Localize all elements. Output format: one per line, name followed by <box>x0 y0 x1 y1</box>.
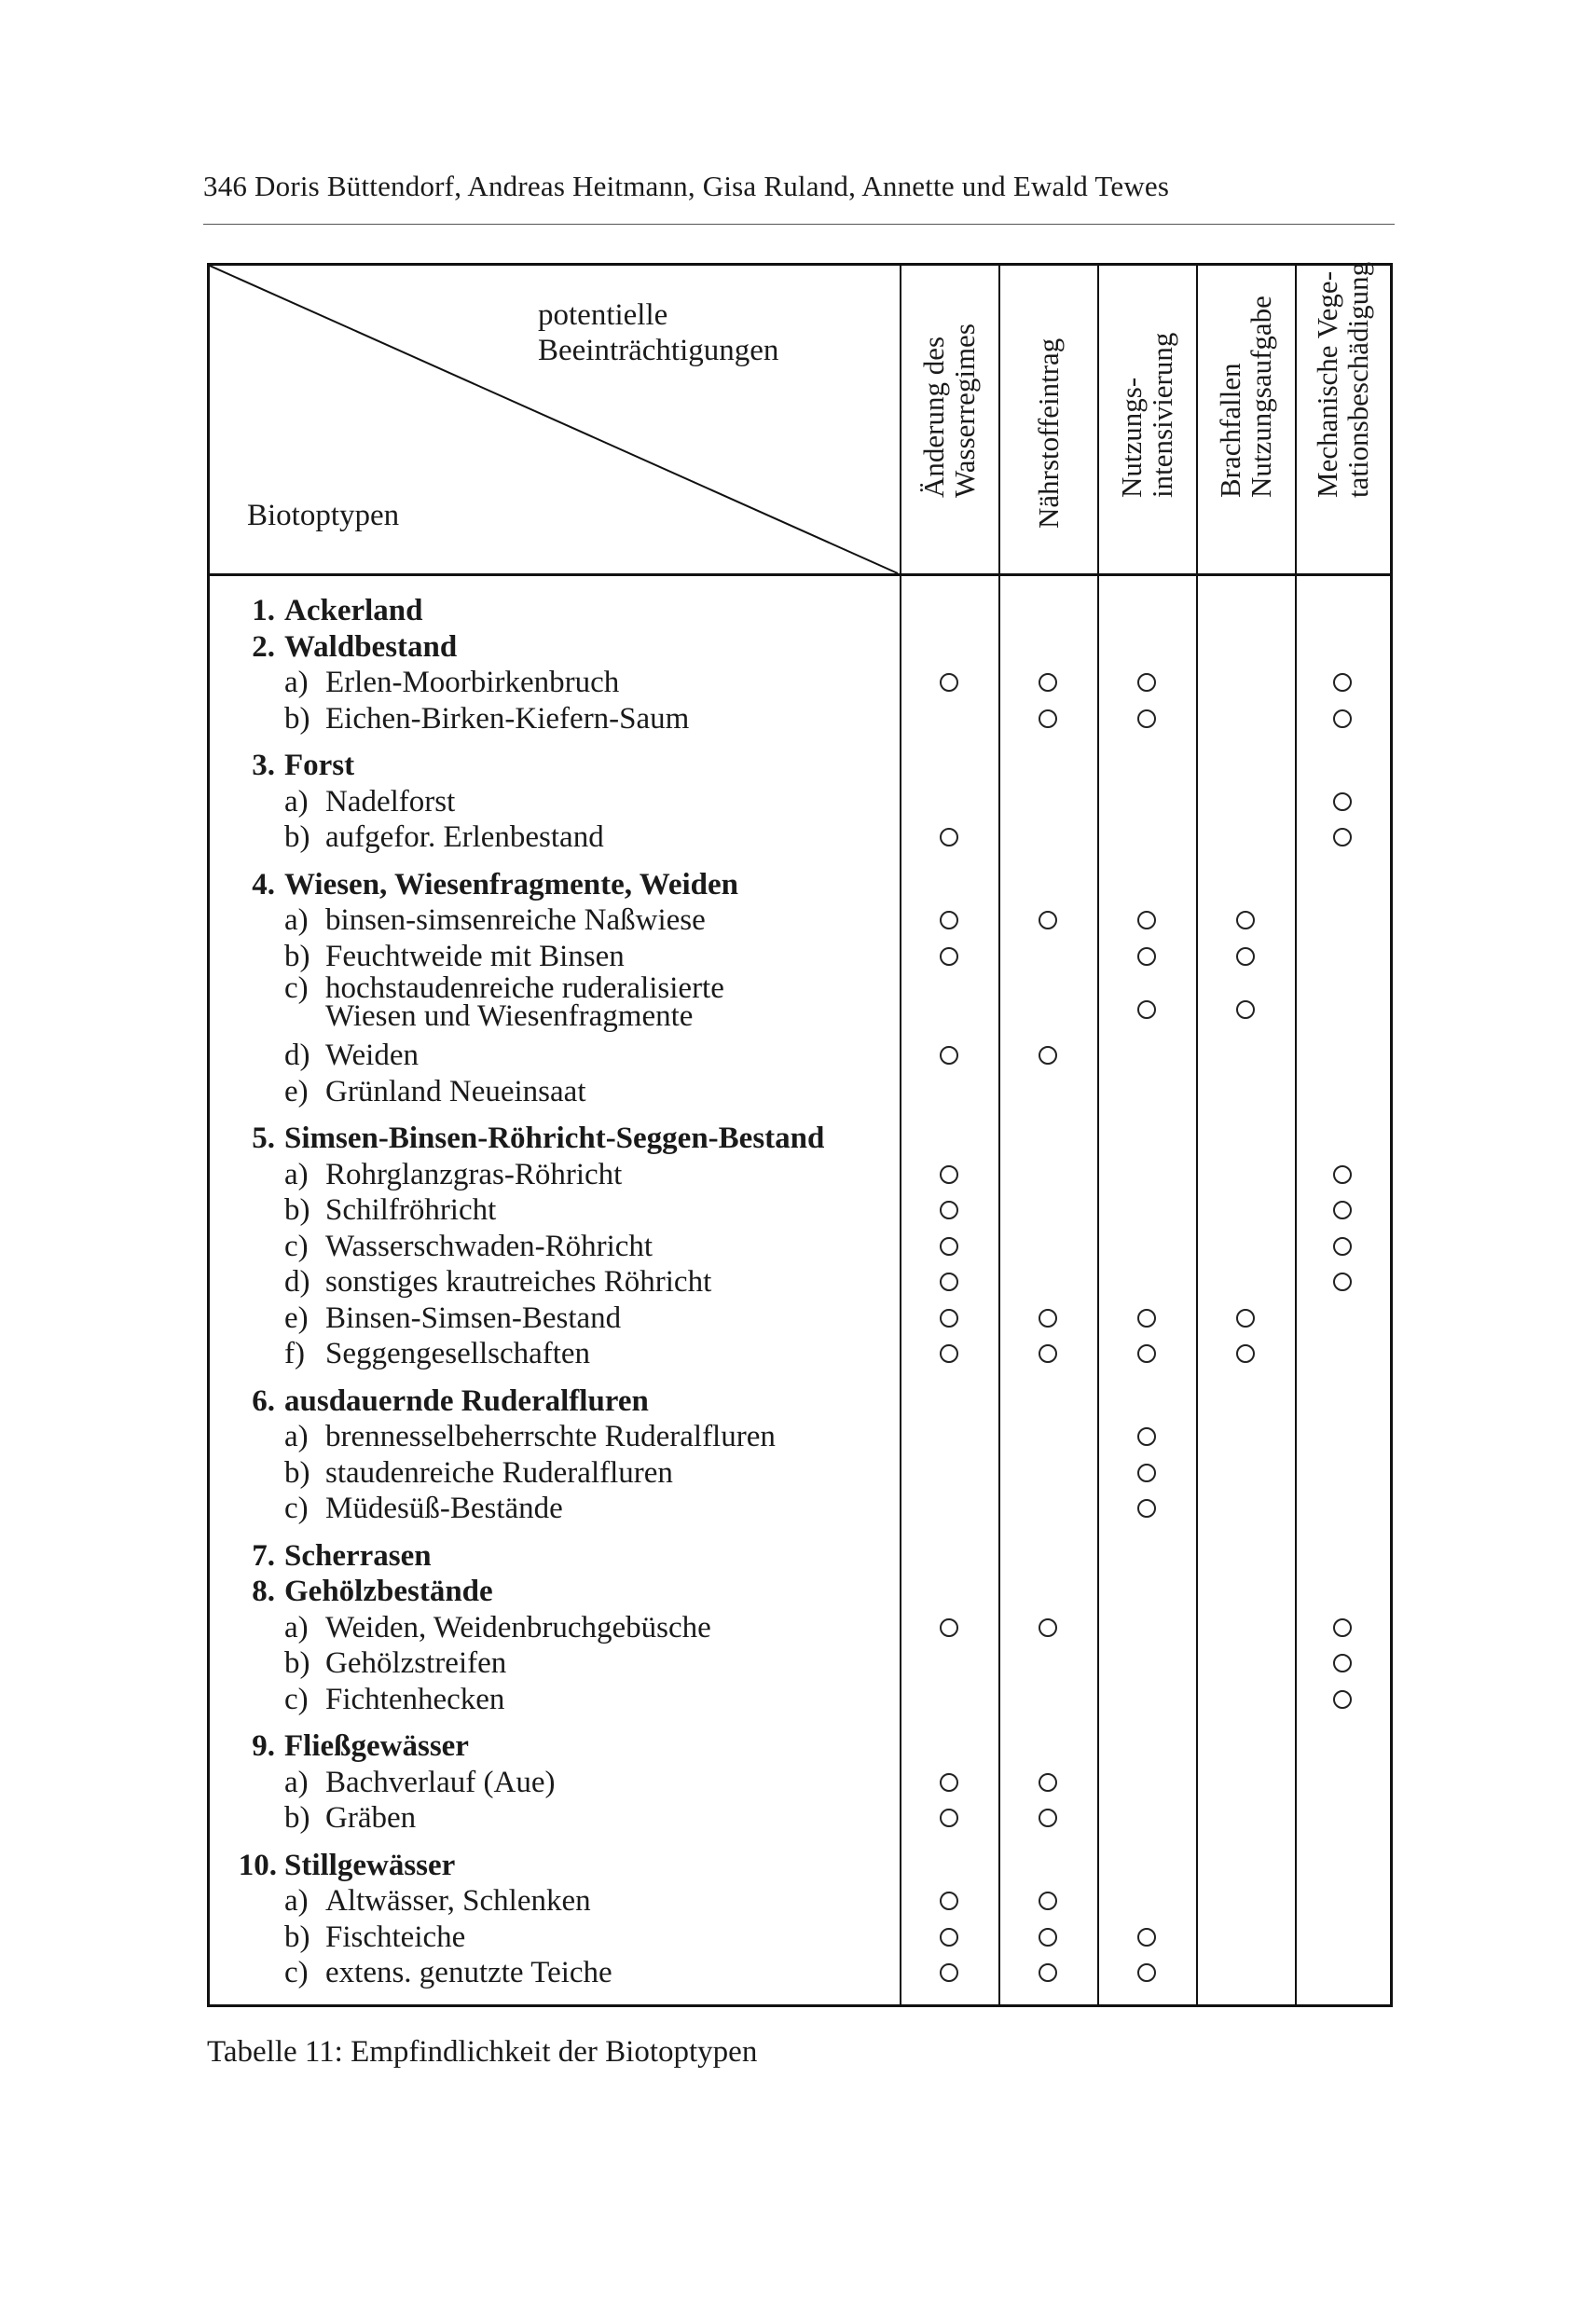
section-row <box>210 1538 1390 1574</box>
sensitivity-mark-circle <box>940 1165 958 1184</box>
table-row <box>210 1645 1390 1681</box>
table-row <box>210 701 1390 736</box>
table-row <box>210 971 1390 1033</box>
sensitivity-mark-circle <box>1236 1309 1255 1328</box>
row-text: Seggengesellschaften <box>325 1337 591 1370</box>
row-text: Fischteiche <box>325 1920 466 1954</box>
sensitivity-mark-circle <box>1137 1000 1156 1019</box>
sensitivity-mark-circle <box>1236 1344 1255 1363</box>
row-letter: b) <box>284 1193 310 1227</box>
row-text: extens. genutzte Teiche <box>325 1956 612 1989</box>
row-label <box>284 1800 416 1836</box>
sensitivity-mark-circle <box>1039 1809 1057 1827</box>
sensitivity-mark-circle <box>940 1046 958 1065</box>
table-row <box>210 1264 1390 1300</box>
section-row <box>210 867 1390 902</box>
sensitivity-mark-circle <box>1333 1237 1352 1256</box>
row-text-continued: Wiesen und Wiesenfragmente <box>325 999 694 1033</box>
column-header-1 <box>900 266 998 576</box>
sensitivity-mark-circle <box>940 1344 958 1363</box>
table-row <box>210 784 1390 819</box>
row-letter: a) <box>284 1765 309 1799</box>
row-label <box>284 819 604 855</box>
table-row <box>210 1800 1390 1836</box>
row-letter: b) <box>284 939 310 973</box>
row-text: Gräben <box>325 1801 417 1835</box>
section-row <box>210 1383 1390 1419</box>
section-number: 2. <box>252 629 275 664</box>
sensitivity-mark-circle <box>1236 1000 1255 1019</box>
table-row <box>210 1920 1390 1955</box>
row-letter: a) <box>284 1610 309 1645</box>
sensitivity-mark-circle <box>1137 947 1156 966</box>
sensitivity-mark-circle <box>1137 1464 1156 1482</box>
table-row <box>210 1300 1390 1336</box>
row-letter: a) <box>284 1420 309 1453</box>
row-text: hochstaudenreiche ruderalisierte <box>325 971 724 1005</box>
row-label <box>284 971 724 1033</box>
row-text: Wasserschwaden-Röhricht <box>325 1229 654 1263</box>
section-row <box>210 1121 1390 1156</box>
sensitivity-mark-circle <box>1333 1273 1352 1291</box>
row-label <box>284 939 625 974</box>
section-label: Simsen-Binsen-Röhricht-Seggen-Bestand <box>284 1122 825 1155</box>
sensitivity-mark-circle <box>1039 1309 1057 1328</box>
row-letter: b) <box>284 701 310 736</box>
sensitivity-mark-circle <box>1039 1618 1057 1637</box>
column-header-2 <box>998 266 1097 576</box>
section-label: ausdauernde Ruderalfluren <box>284 1383 649 1418</box>
row-label <box>284 1419 776 1454</box>
sensitivity-mark-circle <box>940 1618 958 1637</box>
row-text: staudenreiche Ruderalfluren <box>325 1455 673 1490</box>
table-row <box>210 1765 1390 1800</box>
row-label <box>284 1157 622 1192</box>
section-row <box>210 593 1390 628</box>
row-text: Feuchtweide mit Binsen <box>325 939 625 973</box>
sensitivity-mark-circle <box>1236 947 1255 966</box>
row-label <box>284 1920 465 1955</box>
column-header-line: tationsbeschädigung <box>1341 261 1374 498</box>
sensitivity-mark-circle <box>1137 709 1156 728</box>
section-label: Fließgewässer <box>284 1729 469 1763</box>
column-header-line: Änderung des <box>917 336 950 498</box>
sensitivity-mark-circle <box>1333 1201 1352 1219</box>
sensitivity-mark-circle <box>1333 709 1352 728</box>
sensitivity-mark-circle <box>940 1963 958 1982</box>
sensitivity-mark-circle <box>940 828 958 846</box>
table-row <box>210 1883 1390 1919</box>
sensitivity-mark-circle <box>1039 1892 1057 1910</box>
header-rule <box>203 224 1395 225</box>
table-row <box>210 1955 1390 1990</box>
sensitivity-mark-circle <box>940 1201 958 1219</box>
row-text: brennesselbeherrschte Ruderalfluren <box>325 1420 776 1453</box>
column-header-line: Nutzungs- <box>1115 377 1148 498</box>
row-label <box>284 1455 673 1491</box>
table-row <box>210 1610 1390 1645</box>
row-text: sonstiges krautreiches Röhricht <box>325 1265 712 1299</box>
table-row <box>210 1229 1390 1264</box>
row-label <box>284 1264 711 1300</box>
sensitivity-mark-circle <box>1236 911 1255 929</box>
section-number: 3. <box>252 749 275 782</box>
row-letter: d) <box>284 1265 310 1299</box>
row-text: Müdesüß-Bestände <box>325 1492 563 1525</box>
row-text: Schilfröhricht <box>325 1193 497 1227</box>
row-label <box>284 902 706 938</box>
row-text: Weiden, Weidenbruchgebüsche <box>325 1610 711 1645</box>
row-text: Nadelforst <box>325 784 456 819</box>
sensitivity-mark-circle <box>940 1237 958 1256</box>
sensitivity-mark-circle <box>940 1773 958 1792</box>
row-letter: c) <box>284 971 309 1005</box>
section-label: Ackerland <box>284 594 423 627</box>
running-head: 346 Doris Büttendorf, Andreas Heitmann, Gisa Ruland, Annette und Ewald Tewes <box>203 170 1170 202</box>
row-letter: b) <box>284 1801 310 1835</box>
sensitivity-mark-circle <box>1039 911 1057 929</box>
row-letter: e) <box>284 1074 309 1108</box>
row-text: Gehölzstreifen <box>325 1646 507 1680</box>
table-row <box>210 1038 1390 1073</box>
table-row <box>210 1455 1390 1491</box>
row-letter: a) <box>284 784 309 819</box>
row-text: Erlen-Moorbirkenbruch <box>325 666 620 699</box>
sensitivity-mark-circle <box>1137 1344 1156 1363</box>
column-header-line: Mechanische Vege- <box>1311 270 1343 498</box>
row-text: Fichtenhecken <box>325 1682 505 1716</box>
corner-header-line-1: potentielle <box>538 298 668 332</box>
table-row <box>210 1419 1390 1454</box>
sensitivity-mark-circle <box>1137 1499 1156 1518</box>
section-number: 9. <box>252 1729 275 1763</box>
row-label <box>284 784 455 819</box>
row-label <box>284 1074 586 1109</box>
row-letter: b) <box>284 820 310 854</box>
section-label: Wiesen, Wiesenfragmente, Weiden <box>284 867 739 901</box>
table-row <box>210 1682 1390 1717</box>
column-header-3 <box>1097 266 1196 576</box>
row-label <box>284 1955 612 1990</box>
sensitivity-mark-circle <box>940 1809 958 1827</box>
section-number: 1. <box>252 594 275 627</box>
table-row <box>210 1491 1390 1526</box>
row-letter: a) <box>284 1157 309 1191</box>
column-header-4 <box>1196 266 1295 576</box>
row-text: Altwässer, Schlenken <box>325 1884 591 1918</box>
sensitivity-mark-circle <box>1137 1309 1156 1328</box>
row-label <box>284 1682 504 1717</box>
section-label: Forst <box>284 749 355 782</box>
row-letter: a) <box>284 666 309 699</box>
section-number: 8. <box>252 1575 275 1608</box>
row-text: Eichen-Birken-Kiefern-Saum <box>325 701 690 736</box>
sensitivity-mark-circle <box>1039 1928 1057 1947</box>
row-label <box>284 665 619 700</box>
row-label <box>284 701 689 736</box>
section-row <box>210 748 1390 783</box>
column-header-5 <box>1295 261 1390 576</box>
column-header-line: Wasserregimes <box>948 323 981 498</box>
row-label <box>284 1038 419 1073</box>
row-label <box>284 1883 591 1919</box>
row-text: Rohrglanzgras-Röhricht <box>325 1157 623 1191</box>
row-label <box>284 1336 590 1371</box>
column-header-line: Nutzungsaufgabe <box>1245 296 1277 498</box>
table-caption: Tabelle 11: Empfindlichkeit der Biotoptypen <box>207 2035 758 2069</box>
row-label <box>284 1765 555 1800</box>
sensitivity-mark-circle <box>940 1273 958 1291</box>
section-label: Scherrasen <box>284 1538 432 1573</box>
sensitivity-mark-circle <box>1137 673 1156 692</box>
row-letter: c) <box>284 1682 309 1716</box>
sensitivity-mark-circle <box>1137 1427 1156 1446</box>
section-row <box>210 1728 1390 1764</box>
row-letter: f) <box>284 1337 305 1370</box>
section-row <box>210 629 1390 665</box>
table-row <box>210 1157 1390 1192</box>
sensitivity-mark-circle <box>1039 709 1057 728</box>
row-letter: b) <box>284 1455 310 1490</box>
row-letter: c) <box>284 1492 309 1525</box>
corner-header-biotoptypes: Biotoptypen <box>247 499 400 532</box>
sensitivity-mark-circle <box>1333 1618 1352 1637</box>
section-number: 5. <box>252 1122 275 1155</box>
sensitivity-mark-circle <box>1137 911 1156 929</box>
sensitivity-mark-circle <box>940 911 958 929</box>
sensitivity-mark-circle <box>1333 1165 1352 1184</box>
sensitivity-mark-circle <box>1333 792 1352 811</box>
row-letter: c) <box>284 1229 309 1263</box>
section-number: 7. <box>252 1538 275 1573</box>
column-header-line: Brachfallen <box>1214 363 1246 498</box>
section-number: 4. <box>252 867 275 901</box>
row-label <box>284 1610 711 1645</box>
row-letter: a) <box>284 903 309 937</box>
row-letter: c) <box>284 1956 309 1989</box>
row-letter: e) <box>284 1300 309 1335</box>
section-row <box>210 1848 1390 1883</box>
sensitivity-mark-circle <box>1039 1773 1057 1792</box>
sensitivity-mark-circle <box>1039 1963 1057 1982</box>
sensitivity-mark-circle <box>940 673 958 692</box>
row-label <box>284 1491 563 1526</box>
row-letter: d) <box>284 1039 310 1072</box>
row-label <box>284 1192 496 1228</box>
row-text: Binsen-Simsen-Bestand <box>325 1300 622 1335</box>
section-number: 10. <box>238 1848 277 1882</box>
sensitivity-mark-circle <box>1039 1344 1057 1363</box>
section-label: Waldbestand <box>284 629 458 664</box>
row-label <box>284 1645 506 1681</box>
table-row <box>210 1192 1390 1228</box>
corner-header-line-2: Beeinträchtigungen <box>538 334 779 367</box>
table-row <box>210 939 1390 974</box>
row-letter: b) <box>284 1920 310 1954</box>
row-letter: a) <box>284 1884 309 1918</box>
row-text: Weiden <box>325 1039 419 1072</box>
row-text: Bachverlauf (Aue) <box>325 1765 556 1799</box>
table-row <box>210 1074 1390 1109</box>
table-row <box>210 902 1390 938</box>
sensitivity-mark-circle <box>940 1309 958 1328</box>
column-header-line: Nährstoffeintrag <box>1031 337 1065 529</box>
sensitivity-mark-circle <box>1333 828 1352 846</box>
sensitivity-mark-circle <box>940 1892 958 1910</box>
sensitivity-mark-circle <box>1137 1963 1156 1982</box>
section-number: 6. <box>252 1383 275 1418</box>
sensitivity-table <box>207 263 1393 2007</box>
corner-header-impacts <box>538 297 778 368</box>
sensitivity-mark-circle <box>1333 1654 1352 1672</box>
sensitivity-mark-circle <box>1039 673 1057 692</box>
sensitivity-mark-circle <box>940 947 958 966</box>
sensitivity-mark-circle <box>1333 1690 1352 1709</box>
row-text: aufgefor. Erlenbestand <box>325 820 604 854</box>
section-label: Stillgewässer <box>284 1848 456 1882</box>
table-row <box>210 665 1390 700</box>
sensitivity-mark-circle <box>1039 1046 1057 1065</box>
row-text: Grünland Neueinsaat <box>325 1074 586 1108</box>
section-label: Gehölzbestände <box>284 1575 493 1608</box>
table-row <box>210 819 1390 855</box>
sensitivity-mark-circle <box>1333 673 1352 692</box>
table-row <box>210 1336 1390 1371</box>
column-header-line: intensivierung <box>1146 332 1178 498</box>
section-row <box>210 1574 1390 1609</box>
row-label <box>284 1229 653 1264</box>
sensitivity-mark-circle <box>1137 1928 1156 1947</box>
row-letter: b) <box>284 1646 310 1680</box>
row-label <box>284 1300 621 1336</box>
sensitivity-mark-circle <box>940 1928 958 1947</box>
row-text: binsen-simsenreiche Naßwiese <box>325 903 706 937</box>
